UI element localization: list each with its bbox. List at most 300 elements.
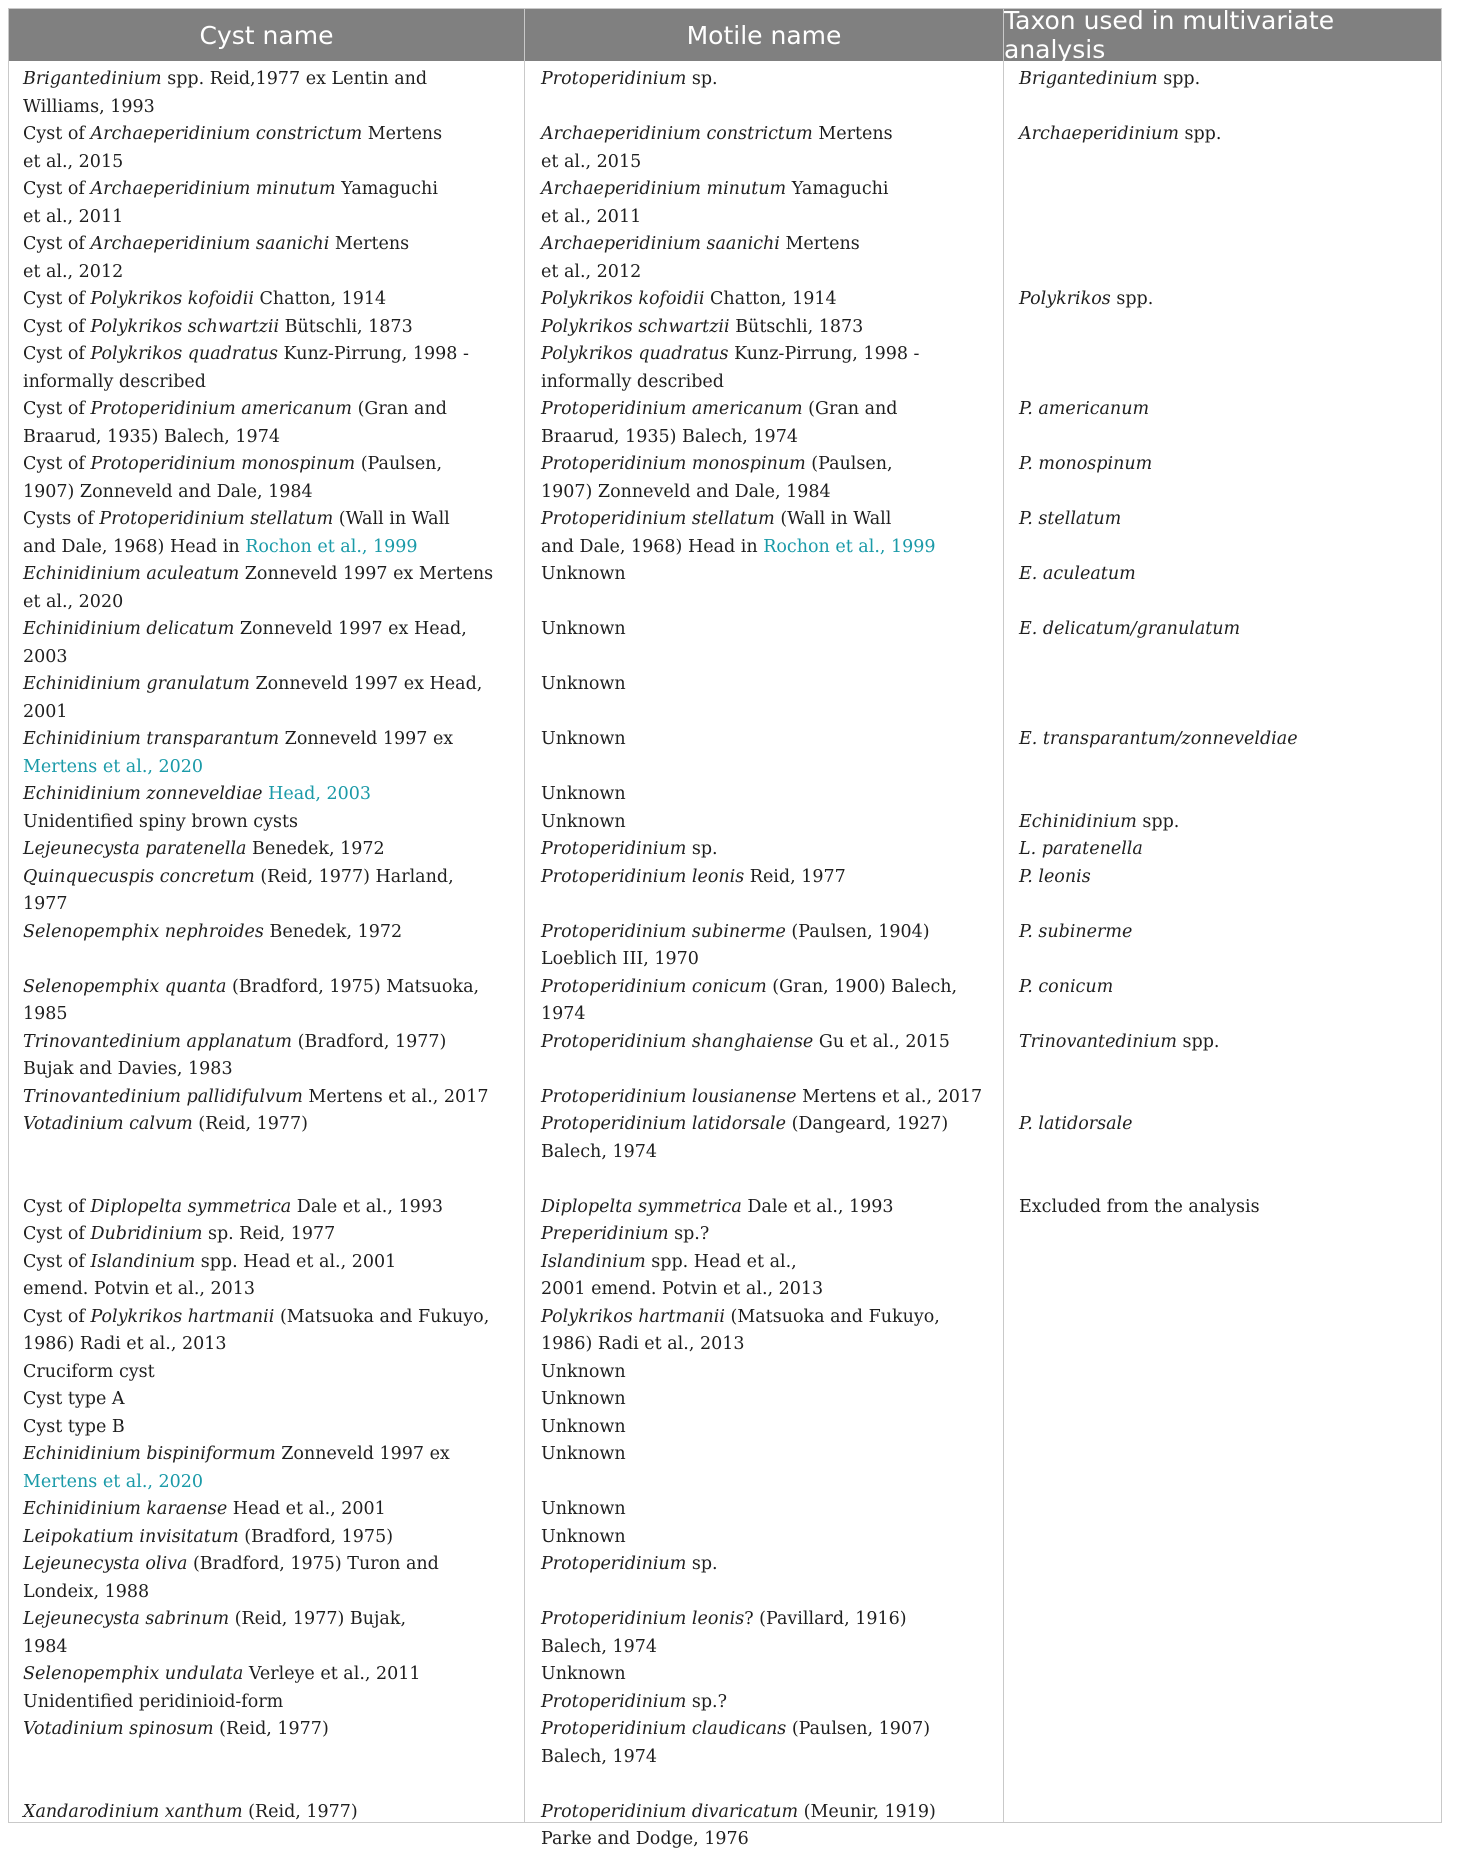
- cell-text: spp. Reid,1977 ex Lentin and: [161, 69, 428, 89]
- cyst-name-cell: [23, 341, 469, 396]
- cell-line: [541, 1249, 823, 1277]
- cell-line: [541, 1386, 626, 1414]
- taxon-italic-text: Polykrikos quadratus: [90, 344, 278, 364]
- cell-line: [541, 1496, 626, 1524]
- cell-line: [23, 1111, 308, 1139]
- cell-text: Mertens: [329, 234, 410, 254]
- taxon-italic-text: Lejeunecysta sabrinum: [23, 1609, 230, 1629]
- cyst-name-cell: [23, 1689, 283, 1717]
- motile-name-cell: [541, 836, 718, 864]
- cell-text: Braarud, 1935) Balech, 1974: [23, 426, 280, 447]
- cell-line: [23, 341, 469, 369]
- cyst-name-cell: [23, 1606, 406, 1661]
- cell-line: [541, 836, 718, 864]
- cell-text: Mertens et al., 2017: [302, 1086, 489, 1107]
- cell-line: [23, 66, 427, 94]
- cell-text: Cyst of: [23, 344, 91, 364]
- cell-line: [541, 1524, 626, 1552]
- taxon-cell: [1019, 974, 1113, 1002]
- cyst-name-cell: [23, 176, 438, 231]
- cell-line: [541, 66, 718, 94]
- cell-line: [23, 1194, 443, 1222]
- cell-text: (Paulsen,: [355, 454, 443, 474]
- cell-line: [541, 341, 919, 369]
- cell-text: Unknown: [541, 674, 626, 694]
- cell-line: [1019, 1029, 1219, 1057]
- cell-text: (Wall in Wall: [333, 509, 450, 529]
- taxon-italic-text: Protoperidinium leonis: [541, 1609, 745, 1629]
- cell-text: Cyst of: [23, 234, 91, 254]
- cell-line: [23, 396, 447, 424]
- cell-line: [23, 204, 438, 232]
- taxon-italic-text: Polykrikos hartmanii: [541, 1306, 725, 1327]
- taxon-italic-text: Trinovantedinium pallidifulvum: [23, 1086, 303, 1107]
- cell-line: [1019, 1111, 1133, 1139]
- cell-text: (Bradford, 1977): [292, 1031, 447, 1052]
- cell-text: informally described: [23, 371, 206, 392]
- taxon-italic-text: Echinidinium zonneveldiae: [23, 784, 263, 804]
- cell-text: (Paulsen, 1904): [785, 921, 930, 942]
- taxon-italic-text: P. leonis: [1019, 866, 1091, 887]
- cell-text: Chatton, 1914: [253, 289, 387, 309]
- motile-name-cell: [541, 1551, 718, 1579]
- motile-name-cell: [541, 1386, 626, 1414]
- cell-text: Unknown: [541, 1444, 626, 1464]
- cell-text: spp.: [1136, 811, 1180, 832]
- cell-text: et al., 2015: [23, 151, 124, 172]
- cell-text: 1984: [23, 1636, 68, 1657]
- taxon-italic-text: Lejeunecysta paratenella: [23, 839, 247, 859]
- cell-text: (Paulsen,: [805, 454, 893, 474]
- taxon-italic-text: Protoperidinium claudicans: [541, 1719, 787, 1739]
- cell-text: et al., 2012: [541, 261, 642, 282]
- cell-line: [23, 699, 482, 727]
- cell-line: [1019, 809, 1179, 837]
- taxon-cell: [1019, 809, 1179, 837]
- motile-name-cell: [541, 919, 930, 974]
- motile-name-cell: [541, 1221, 709, 1249]
- cell-line: [23, 1221, 335, 1249]
- cyst-name-cell: [23, 1359, 155, 1387]
- cell-line: [1019, 396, 1149, 424]
- taxon-cell: [1019, 726, 1298, 754]
- cell-text: (Meunir, 1919): [798, 1801, 936, 1822]
- cell-line: [23, 149, 442, 177]
- taxon-italic-text: Selenopemphix undulata: [23, 1664, 244, 1684]
- taxon-italic-text: P. latidorsale: [1019, 1114, 1133, 1134]
- cell-line: [23, 1304, 489, 1332]
- cell-line: [23, 369, 469, 397]
- cell-line: [541, 1331, 940, 1359]
- taxon-cell: [1019, 506, 1121, 534]
- cell-line: [1019, 121, 1221, 149]
- cell-line: [1019, 561, 1136, 589]
- cell-text: Bütschli, 1873: [729, 316, 864, 337]
- cell-text: Benedek, 1972: [263, 921, 403, 942]
- cell-text: Zonneveld 1997 ex Head,: [234, 619, 467, 639]
- cell-line: [541, 534, 936, 562]
- cell-line: [23, 1331, 489, 1359]
- cell-line: [541, 286, 837, 314]
- cell-text: sp.: [686, 69, 718, 89]
- cell-line: [541, 1414, 626, 1442]
- motile-name-cell: [541, 1359, 626, 1387]
- cell-text: (Gran and: [802, 399, 898, 419]
- cyst-name-cell: [23, 1249, 396, 1304]
- taxon-italic-text: Selenopemphix quanta: [23, 976, 227, 997]
- cell-text: Bütschli, 1873: [279, 316, 413, 337]
- motile-name-cell: [541, 1496, 626, 1524]
- motile-name-cell: [541, 1111, 948, 1166]
- taxon-italic-text: Protoperidinium: [541, 839, 687, 859]
- cell-line: [23, 451, 442, 479]
- cyst-name-cell: [23, 1551, 439, 1606]
- motile-name-cell: [541, 1414, 626, 1442]
- taxon-cell: [1019, 66, 1200, 94]
- cell-line: [541, 1634, 907, 1662]
- cell-line: [541, 1661, 626, 1689]
- cyst-name-cell: [23, 1441, 450, 1496]
- cell-text: Balech, 1974: [541, 1141, 657, 1162]
- motile-name-cell: [541, 341, 919, 396]
- cell-line: [23, 1084, 488, 1112]
- taxon-cell: [1019, 1111, 1133, 1139]
- cell-line: [541, 616, 626, 644]
- cell-line: [541, 231, 860, 259]
- taxon-italic-text: Leipokatium invisitatum: [23, 1526, 239, 1547]
- taxon-cell: [1019, 864, 1091, 892]
- cell-text: (Dangeard, 1927): [786, 1114, 949, 1134]
- taxon-cell: [1019, 286, 1153, 314]
- cell-text: Loeblich III, 1970: [541, 949, 699, 969]
- cell-text: Kunz-Pirrung, 1998 -: [728, 344, 920, 364]
- cell-line: [23, 1469, 450, 1497]
- cell-line: [541, 1689, 727, 1717]
- cell-text: (Bradford, 1975) Turon and: [187, 1554, 439, 1574]
- cell-line: [23, 1716, 329, 1744]
- cell-line: [23, 1799, 358, 1827]
- cell-line: [23, 1001, 479, 1029]
- cell-line: [1019, 836, 1143, 864]
- cell-text: (Matsuoka and Fukuyo,: [274, 1306, 490, 1327]
- cell-line: [541, 864, 846, 892]
- cell-line: [23, 424, 447, 452]
- cell-text: Unidentified spiny brown cysts: [23, 811, 298, 832]
- cell-text: Williams, 1993: [23, 96, 155, 117]
- cell-line: [23, 1029, 446, 1057]
- motile-name-cell: [541, 561, 626, 589]
- motile-name-cell: [541, 451, 893, 506]
- taxon-italic-text: Echinidinium aculeatum: [23, 564, 240, 584]
- citation-link[interactable]: Mertens et al., 2020: [23, 1471, 204, 1492]
- cell-text: Cyst type B: [23, 1416, 125, 1437]
- cell-text: Unknown: [541, 564, 626, 584]
- taxon-italic-text: Echinidinium: [1019, 811, 1137, 832]
- taxon-italic-text: Echinidinium karaense: [23, 1499, 228, 1519]
- cell-text: Excluded from the analysis: [1019, 1196, 1260, 1217]
- citation-link[interactable]: Rochon et al., 1999: [763, 536, 936, 557]
- taxon-italic-text: Protoperidinium subinerme: [541, 921, 786, 942]
- cell-text: (Wall in Wall: [774, 509, 892, 529]
- cyst-name-cell: [23, 1111, 308, 1139]
- cell-text: Unknown: [541, 1664, 626, 1684]
- cell-text: Cyst of: [23, 1306, 91, 1327]
- cell-text: Zonneveld 1997 ex Mertens: [239, 564, 494, 584]
- taxon-italic-text: P. conicum: [1019, 976, 1114, 997]
- cell-text: Unknown: [541, 1389, 626, 1409]
- cell-text: 1977: [23, 894, 68, 914]
- cell-line: [541, 1276, 823, 1304]
- taxon-italic-text: Archaeperidinium minutum: [90, 179, 336, 199]
- cell-line: [1019, 66, 1200, 94]
- cell-text: et al., 2020: [23, 591, 124, 612]
- cyst-name-cell: [23, 1799, 358, 1827]
- cell-line: [23, 1524, 393, 1552]
- taxon-italic-text: P. americanum: [1019, 399, 1150, 419]
- cell-line: [23, 891, 454, 919]
- taxon-italic-text: Diplopelta symmetrica: [541, 1196, 742, 1217]
- cell-text: Braarud, 1935) Balech, 1974: [541, 426, 798, 447]
- cell-line: [23, 479, 442, 507]
- taxon-italic-text: P. stellatum: [1019, 509, 1122, 529]
- header-motile-name: Motile name: [686, 20, 842, 50]
- motile-name-cell: [541, 1524, 626, 1552]
- motile-name-cell: [541, 864, 846, 892]
- cell-line: [23, 1056, 446, 1084]
- taxon-cell: [1019, 451, 1152, 479]
- cell-text: Cyst of: [23, 289, 91, 309]
- motile-name-cell: [541, 1194, 894, 1222]
- cell-line: [541, 1716, 930, 1744]
- cell-text: Verleye et al., 2011: [243, 1664, 421, 1684]
- taxon-italic-text: Protoperidinium: [541, 1691, 687, 1712]
- taxon-italic-text: Polykrikos kofoidii: [90, 289, 254, 309]
- cell-line: [541, 121, 893, 149]
- cell-line: [23, 726, 453, 754]
- citation-link[interactable]: Rochon et al., 1999: [245, 536, 418, 557]
- cell-text: et al., 2015: [541, 151, 642, 172]
- cyst-name-cell: [23, 1194, 443, 1222]
- cell-text: sp.: [686, 839, 718, 859]
- taxon-italic-text: Brigantedinium: [23, 69, 162, 89]
- taxon-cell: [1019, 121, 1221, 149]
- cyst-name-cell: [23, 396, 447, 451]
- cell-line: [541, 1304, 940, 1332]
- taxon-italic-text: Protoperidinium americanum: [541, 399, 803, 419]
- cell-text: and Dale, 1968) Head in: [23, 536, 246, 557]
- motile-name-cell: [541, 176, 889, 231]
- cell-line: [23, 671, 482, 699]
- citation-link[interactable]: Head, 2003: [268, 784, 371, 804]
- cell-text: spp.: [1110, 289, 1154, 309]
- cell-text: Mertens: [812, 124, 893, 144]
- cell-line: [1019, 1194, 1260, 1222]
- cell-line: [541, 424, 898, 452]
- motile-name-cell: [541, 66, 718, 94]
- cell-line: [541, 1359, 626, 1387]
- motile-name-cell: [541, 1606, 907, 1661]
- cell-line: [541, 726, 626, 754]
- cell-text: Cyst type A: [23, 1389, 125, 1409]
- motile-name-cell: [541, 231, 860, 286]
- cell-text: Cyst of: [23, 1224, 91, 1244]
- motile-name-cell: [541, 1799, 936, 1854]
- cell-line: [23, 974, 479, 1002]
- taxon-italic-text: E. aculeatum: [1019, 564, 1136, 584]
- cell-line: [541, 1029, 950, 1057]
- citation-link[interactable]: Mertens et al., 2020: [23, 756, 204, 777]
- cell-text: et al., 2012: [23, 261, 124, 282]
- motile-name-cell: [541, 506, 936, 561]
- taxon-italic-text: Polykrikos: [1019, 289, 1111, 309]
- cell-text: Dale et al., 1993: [291, 1196, 443, 1217]
- taxon-italic-text: Protoperidinium monospinum: [541, 454, 806, 474]
- taxon-italic-text: Lejeunecysta oliva: [23, 1554, 188, 1574]
- taxon-italic-text: Protoperidinium: [541, 1554, 687, 1574]
- cell-line: [23, 1386, 125, 1414]
- header-taxon: Taxon used in multivariate analysis: [1004, 6, 1335, 64]
- cell-line: [23, 644, 467, 672]
- cyst-name-cell: [23, 121, 442, 176]
- cell-text: Unknown: [541, 619, 626, 639]
- cell-line: [541, 1084, 982, 1112]
- cell-line: [541, 479, 893, 507]
- cell-text: spp.: [1176, 1031, 1220, 1052]
- taxon-italic-text: Polykrikos kofoidii: [541, 289, 705, 309]
- cell-line: [23, 754, 453, 782]
- cell-line: [23, 589, 493, 617]
- cell-text: Unknown: [541, 811, 626, 832]
- cyst-name-cell: [23, 66, 427, 121]
- motile-name-cell: [541, 1661, 626, 1689]
- cell-line: [541, 1001, 957, 1029]
- cell-line: [23, 231, 409, 259]
- taxon-cell: [1019, 561, 1136, 589]
- taxon-italic-text: Archaeperidinium minutum: [541, 179, 787, 199]
- taxon-italic-text: Diplopelta symmetrica: [90, 1196, 292, 1217]
- taxon-italic-text: Protoperidinium: [541, 69, 687, 89]
- cell-line: [23, 1496, 386, 1524]
- cell-text: Balech, 1974: [541, 1636, 657, 1657]
- cyst-name-cell: [23, 1084, 488, 1112]
- cyst-name-cell: [23, 616, 467, 671]
- cell-line: [541, 946, 930, 974]
- taxon-cell: [1019, 1194, 1260, 1222]
- column-divider: [1003, 9, 1004, 1822]
- cell-line: [541, 671, 626, 699]
- taxon-italic-text: Polykrikos hartmanii: [90, 1306, 275, 1327]
- cell-line: [23, 534, 450, 562]
- cell-line: [541, 919, 930, 947]
- taxon-italic-text: Protoperidinium stellatum: [99, 509, 334, 529]
- cell-line: [541, 809, 626, 837]
- taxon-italic-text: E. transparantum/zonneveldiae: [1019, 729, 1298, 749]
- cell-text: (Reid, 1977): [242, 1801, 358, 1822]
- cell-text: spp. Head et al., 2001: [195, 1251, 397, 1272]
- taxon-italic-text: Archaeperidinium: [1019, 124, 1179, 144]
- cell-text: spp.: [1178, 124, 1222, 144]
- cyst-name-cell: [23, 864, 454, 919]
- motile-name-cell: [541, 1304, 940, 1359]
- taxon-italic-text: Trinovantedinium: [1019, 1031, 1177, 1052]
- cyst-name-cell: [23, 919, 402, 947]
- cell-text: Cyst of: [23, 316, 91, 337]
- cell-text: Parke and Dodge, 1976: [541, 1829, 749, 1849]
- taxon-italic-text: Brigantedinium: [1019, 69, 1158, 89]
- taxon-italic-text: Protoperidinium leonis: [541, 866, 745, 887]
- motile-name-cell: [541, 671, 626, 699]
- taxon-italic-text: Echinidinium granulatum: [23, 674, 250, 694]
- table-header: [9, 6, 1441, 64]
- taxon-italic-text: Votadinium calvum: [23, 1114, 193, 1134]
- cell-line: [1019, 919, 1132, 947]
- taxon-italic-text: Votadinium spinosum: [23, 1719, 214, 1739]
- taxon-italic-text: P. monospinum: [1019, 454, 1153, 474]
- taxon-italic-text: Polykrikos quadratus: [541, 344, 729, 364]
- cell-line: [541, 451, 893, 479]
- cell-text: 1907) Zonneveld and Dale, 1984: [541, 481, 831, 502]
- cell-line: [23, 1441, 450, 1469]
- taxon-italic-text: Echinidinium bispiniformum: [23, 1444, 276, 1464]
- cell-text: emend. Potvin et al., 2013: [23, 1279, 256, 1299]
- cell-line: [541, 781, 626, 809]
- motile-name-cell: [541, 1689, 727, 1717]
- cyst-name-cell: [23, 781, 371, 809]
- cell-text: Benedek, 1972: [246, 839, 385, 859]
- cell-line: [23, 259, 409, 287]
- taxon-cell: [1019, 836, 1143, 864]
- cell-text: Yamaguchi: [335, 179, 438, 199]
- cell-text: Unknown: [541, 1526, 626, 1547]
- cell-line: [541, 204, 889, 232]
- motile-name-cell: [541, 726, 626, 754]
- cell-line: [541, 1111, 948, 1139]
- taxon-italic-text: Preperidinium: [541, 1224, 669, 1244]
- cell-line: [23, 616, 467, 644]
- cyst-name-cell: [23, 1221, 335, 1249]
- cell-text: Unknown: [541, 1416, 626, 1437]
- cell-line: [23, 864, 454, 892]
- cell-line: [1019, 616, 1240, 644]
- cell-line: [541, 506, 936, 534]
- taxon-italic-text: Protoperidinium americanum: [90, 399, 353, 419]
- cell-line: [23, 836, 385, 864]
- cell-line: [23, 809, 298, 837]
- cell-text: Bujak and Davies, 1983: [23, 1059, 233, 1079]
- cell-text: Mertens: [362, 124, 443, 144]
- cell-text: (Gran, 1900) Balech,: [766, 976, 958, 997]
- cell-text: 1986) Radi et al., 2013: [541, 1334, 745, 1354]
- column-divider: [524, 9, 525, 1822]
- motile-name-cell: [541, 974, 957, 1029]
- cell-text: Unknown: [541, 1499, 626, 1519]
- cell-text: Yamaguchi: [786, 179, 889, 199]
- taxon-cell: [1019, 919, 1132, 947]
- cell-line: [1019, 451, 1152, 479]
- cyst-name-cell: [23, 1304, 489, 1359]
- cell-line: [541, 1194, 894, 1222]
- cell-text: Cyst of: [23, 399, 91, 419]
- cell-text: (Reid, 1977) Bujak,: [229, 1609, 407, 1629]
- cell-line: [541, 1799, 936, 1827]
- cell-line: [23, 1359, 155, 1387]
- cell-text: Cysts of: [23, 509, 100, 529]
- cell-line: [23, 919, 402, 947]
- cyst-name-cell: [23, 1386, 125, 1414]
- cell-text: (Gran and: [352, 399, 447, 419]
- taxon-italic-text: Selenopemphix nephroides: [23, 921, 264, 942]
- cell-text: sp.?: [668, 1224, 710, 1244]
